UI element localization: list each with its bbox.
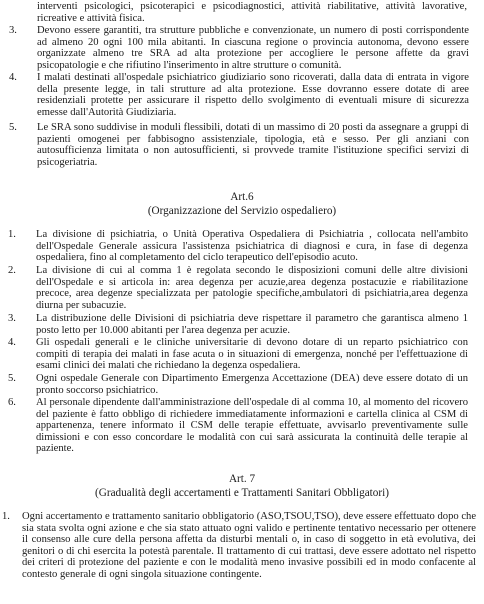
- item-text: Devono essere garantiti, tra strutture pubbliche e convenzionate, un numero di posti corrispondente ad almeno 20 ogni 100 mila abitanti. In ciascuna regione o provincia autonoma, devono essere organizzate almeno tre SRA ad alta protezione per accogliere le persone affette da gravi psicopatologie e che rifiutino l'inserimento in altre strutture o comunità.: [37, 25, 469, 71]
- item-number: 4.: [8, 337, 16, 348]
- item-text: Ogni accertamento e trattamento sanitario obbligatorio (ASO,TSOU,TSO), deve essere effettuato dopo che sia stata svolta ogni azione e che sia stato attuato ogni valido e pertinente tentativo necessario per ottenere il consenso alle cure della persona affetta da disturbi mentali o, in caso di soggetto in età evolutiva, dei genitori o di chi esercita la potestà parentale. Il trattamento di cui trattasi, deve essere adottato nel rispetto dei criteri di protezione del paziente e con le modalità meno invasive possibili ed in modo confacente al contesto generale di ogni singola situazione contingente.: [22, 511, 477, 580]
- item-number: 2.: [8, 265, 16, 276]
- item-number: 3.: [8, 313, 16, 324]
- item-number: 1.: [8, 229, 16, 240]
- article-6-subtitle: (Organizzazione del Servizio ospedaliero): [147, 205, 337, 217]
- item-number: 3.: [9, 25, 17, 36]
- item-number: 1.: [2, 511, 10, 522]
- article-7-subtitle: (Gradualità degli accertamenti e Trattamenti Sanitari Obbligatori): [95, 487, 389, 499]
- article-6-title: Art.6: [230, 191, 254, 203]
- item-text: La distribuzione delle Divisioni di psichiatria deve rispettare il parametro che garantisca almeno 1 posto letto per 10.000 abitanti per l'area degenza per acuzie.: [36, 313, 468, 336]
- item-number: 5.: [8, 373, 16, 384]
- item-text: Gli ospedali generali e le cliniche universitarie di devono dotare di un reparto psichiatrico con compiti di terapia dei malati in fase acuta o in situazioni di emergenza, nonché per l'effettuazione di esami clinici dei malati che richiedano la degenza ospedaliera.: [36, 337, 468, 372]
- item-text: La divisione di psichiatria, o Unità Operativa Ospedaliera di Psichiatria , collocata nell'ambito dell'Ospedale Generale assicura l'assistenza psichiatrica di diagnosi e cura, in fase di degenza ospedaliera, fino al completamento del ciclo terapeutico dell'episodio acuto.: [36, 229, 468, 264]
- item-text: La divisione di cui al comma 1 è regolata secondo le disposizioni comuni delle altre divisioni dell'Ospedale e si articola in: area degenza per acuzie,area degenza postacuzie e riabilitazione precoce, area degenze specializzata per patologie specifiche,ambulatori di psichiatria,area degenza diurna per subacuzie.: [36, 265, 468, 311]
- item-text: Al personale dipendente dall'amministrazione dell'ospedale di al comma 10, al momento del ricovero del paziente è fatto obbligo di richiedere immediatamente informazioni e cartella clinica al CSM di appartenenza, tenere informato il CSM delle terapie effettuate, avvisarlo preventivamente sulle dimissioni e con esso concordare le modalità con cui sarà assicurata la continuità delle terapie al paziente.: [36, 397, 468, 455]
- item-number: 5.: [9, 122, 17, 133]
- article-7-title: Art. 7: [228, 473, 256, 485]
- item-text: I malati destinati all'ospedale psichiatrico giudiziario sono ricoverati, dalla data di entrata in vigore della presente legge, in tali strutture ad alta protezione. Esse dovranno essere dotate di aree residenziali protette per assicurare il rispetto dello svolgimento di eventuali misure di sicurezza emesse dall'Autorità Giudiziaria.: [37, 72, 469, 118]
- paragraph-continuation: interventi psicologici, psicoterapici e psicodiagnostici, attività riabilitative, attività lavorative, ricreative e attività fisica.: [37, 1, 467, 24]
- item-text: Le SRA sono suddivise in moduli flessibili, dotati di un massimo di 20 posti da assegnare a gruppi di pazienti omogenei per fabbisogno assistenziale, tipologia, età e sesso. Per gli anziani con autosufficienza limitata o non autosufficienti, si provvede tramite l'istituzione specifici servizi di psicogeriatria.: [37, 122, 469, 168]
- item-number: 4.: [9, 72, 17, 83]
- item-number: 6.: [8, 397, 16, 408]
- item-text: Ogni ospedale Generale con Dipartimento Emergenza Accettazione (DEA) deve essere dotato di un pronto soccorso psichiatrico.: [36, 373, 468, 396]
